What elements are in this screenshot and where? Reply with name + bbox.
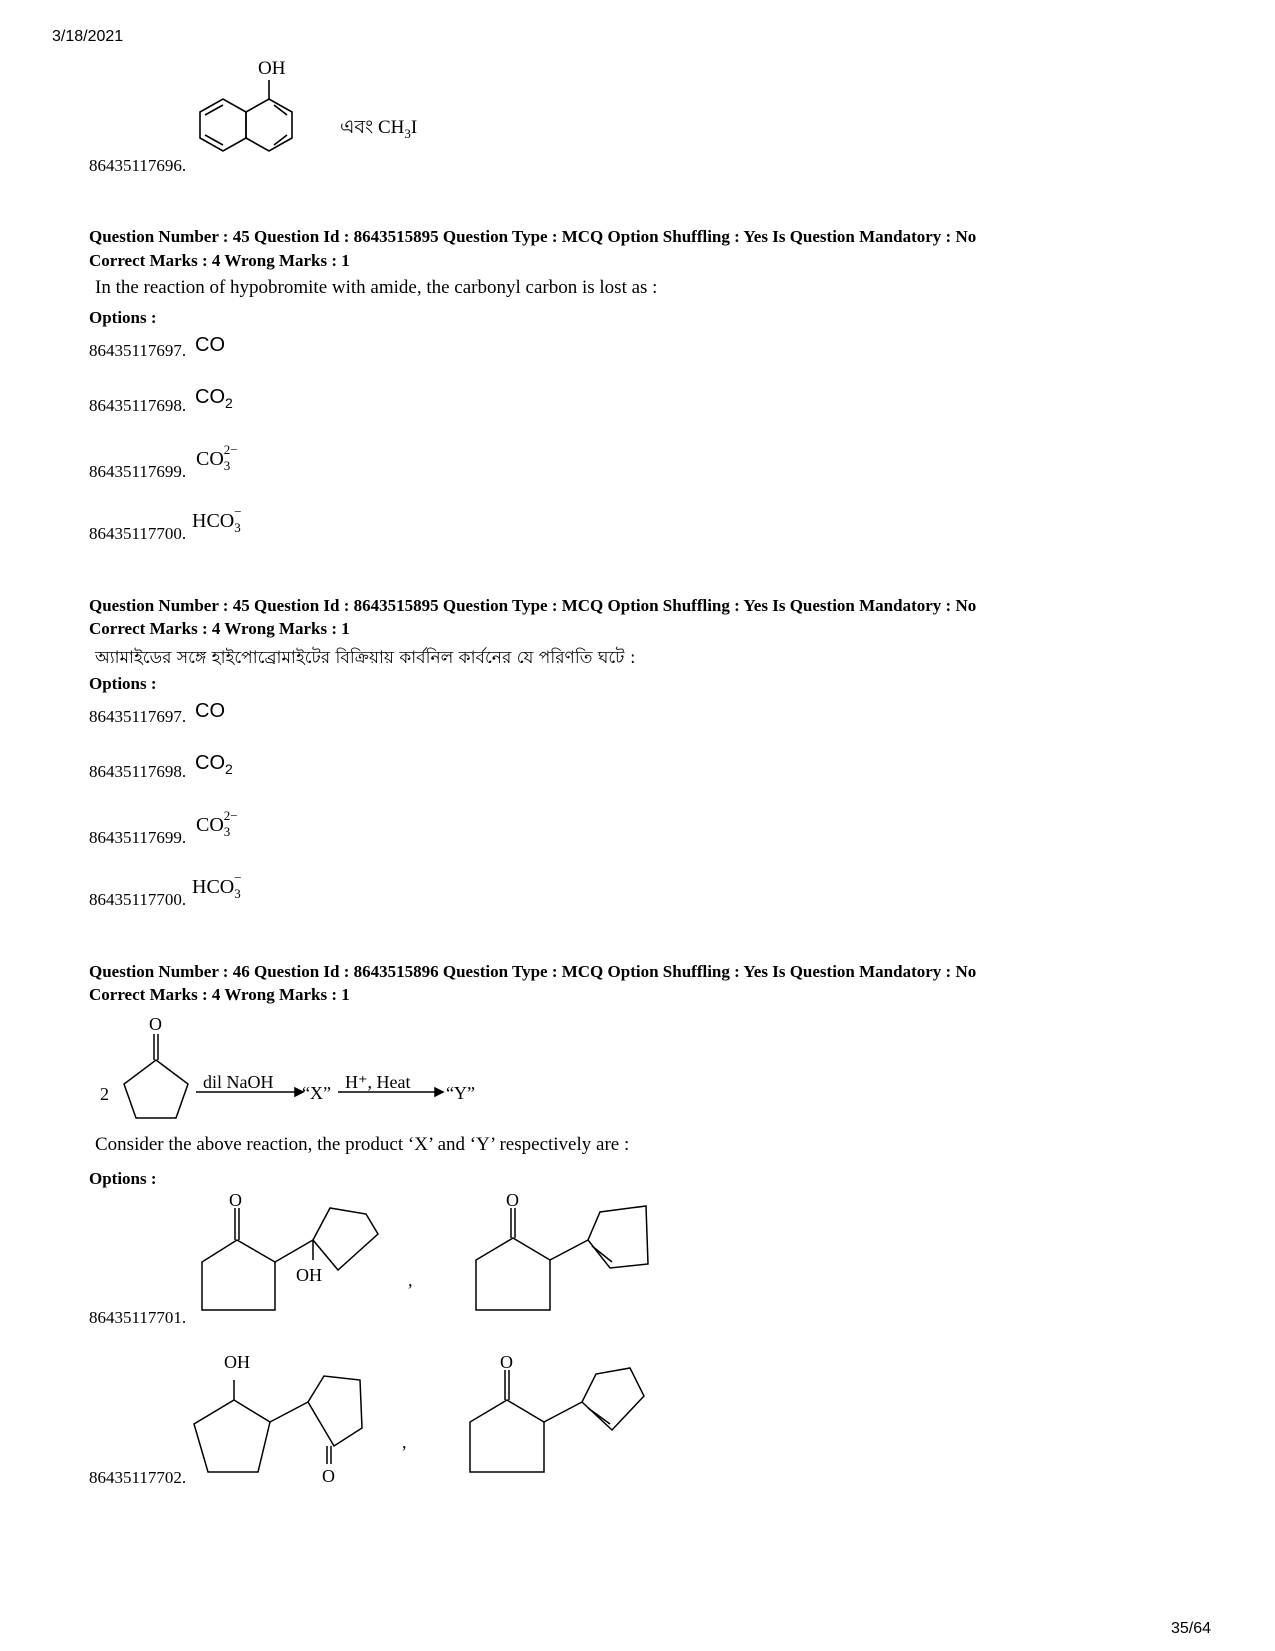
reaction-coefficient: 2 xyxy=(100,1084,109,1104)
question-marks: Correct Marks : 4 Wrong Marks : 1 xyxy=(89,619,350,638)
naphthol-oh-label: OH xyxy=(258,58,286,79)
question-text: Consider the above reaction, the product ‘X’ and ‘Y’ respectively are : xyxy=(95,1134,630,1155)
options-label: Options : xyxy=(89,308,157,327)
hydroxyl-label: OH xyxy=(224,1352,250,1372)
formula-text: CO xyxy=(195,700,225,722)
option-formula xyxy=(195,386,233,411)
separator-comma: , xyxy=(402,1432,407,1452)
reaction-scheme xyxy=(90,1010,510,1130)
cyclopentanol-ring xyxy=(194,1400,270,1472)
formula-superscript: 2− xyxy=(223,808,238,823)
option-id: 86435117699. xyxy=(89,462,187,481)
product-y: “Y” xyxy=(446,1083,475,1103)
option-id: 86435117700. xyxy=(89,890,187,909)
cyclohexanone-ring xyxy=(470,1400,544,1472)
question-marks: Correct Marks : 4 Wrong Marks : 1 xyxy=(89,985,350,1004)
cyclohexanone-ring xyxy=(476,1238,550,1310)
cyclohexanone-ring xyxy=(202,1240,275,1310)
formula-subscript: 3 xyxy=(234,520,241,535)
option-id: 86435117697. xyxy=(89,341,187,360)
print-date: 3/18/2021 xyxy=(52,28,124,45)
formula-subscript: 2 xyxy=(225,761,233,777)
formula-superscript: − xyxy=(234,504,242,519)
naphthol-reagent xyxy=(340,113,417,145)
option-formula xyxy=(192,870,248,901)
cyclopentanone-ring xyxy=(124,1060,188,1118)
cyclopentenyl-ring xyxy=(582,1368,644,1430)
question-header: Question Number : 46 Question Id : 8643515896 Question Type : MCQ Option Shuffling : Yes Is Question Mandatory : No xyxy=(89,962,977,981)
formula-superscript: 2− xyxy=(223,442,238,457)
oxygen-label: O xyxy=(500,1352,513,1372)
formula-text: CO xyxy=(195,334,225,356)
option-formula xyxy=(196,442,246,473)
option-id: 86435117698. xyxy=(89,396,187,415)
formula-text: CO xyxy=(196,814,224,836)
hydroxyl-label: OH xyxy=(296,1265,322,1285)
product-x: “X” xyxy=(302,1083,331,1103)
formula-subscript: 3 xyxy=(234,886,241,901)
page-number: 35/64 xyxy=(1170,1620,1211,1637)
question-marks: Correct Marks : 4 Wrong Marks : 1 xyxy=(89,251,350,270)
option-formula xyxy=(195,700,225,723)
cyclopentenyl-ring xyxy=(588,1206,648,1268)
question-text: অ্যামাইডের সঙ্গে হাইপোব্রোমাইটের বিক্রিয়ায় কার্বনিল কার্বনের যে পরিণতি ঘটে : xyxy=(95,648,636,668)
reagent-step-1: dil NaOH xyxy=(203,1072,274,1092)
formula-text: HCO xyxy=(192,510,235,532)
reagent-step-2: H⁺, Heat xyxy=(345,1072,411,1092)
option-formula xyxy=(195,334,225,357)
formula-text: HCO xyxy=(192,876,235,898)
and-word: এবং xyxy=(340,117,374,138)
carbonyl-o-label: O xyxy=(149,1014,162,1034)
formula-text: CO xyxy=(196,448,224,470)
oxygen-label: O xyxy=(506,1190,519,1210)
reagent-tail: I xyxy=(410,117,418,138)
naphthol-structure xyxy=(190,52,450,172)
reagent-formula: CH xyxy=(377,117,405,138)
formula-text: CO xyxy=(195,386,225,408)
option-id: 86435117702. xyxy=(89,1468,187,1487)
option-id: 86435117696. xyxy=(89,156,187,175)
option-id: 86435117700. xyxy=(89,524,187,543)
oxygen-label: O xyxy=(322,1466,335,1486)
option-formula xyxy=(192,504,248,535)
option-id: 86435117697. xyxy=(89,707,187,726)
option-formula xyxy=(195,752,233,777)
option-id: 86435117701. xyxy=(89,1308,187,1327)
options-label: Options : xyxy=(89,1169,157,1188)
question-header: Question Number : 45 Question Id : 8643515895 Question Type : MCQ Option Shuffling : Yes Is Question Mandatory : No xyxy=(89,227,977,246)
cyclopentyl-ring xyxy=(313,1208,378,1270)
question-header: Question Number : 45 Question Id : 8643515895 Question Type : MCQ Option Shuffling : Yes Is Question Mandatory : No xyxy=(89,596,977,615)
formula-subscript: 3 xyxy=(223,824,231,839)
option-structure-aldol-pair xyxy=(190,1188,670,1328)
option-structure-reduced-pair xyxy=(188,1350,668,1490)
oxygen-label: O xyxy=(229,1190,242,1210)
question-text: In the reaction of hypobromite with amide, the carbonyl carbon is lost as : xyxy=(95,277,658,298)
formula-subscript: 2 xyxy=(225,395,233,411)
formula-text: CO xyxy=(195,752,225,774)
options-label: Options : xyxy=(89,674,157,693)
formula-subscript: 3 xyxy=(223,458,231,473)
separator-comma: , xyxy=(408,1270,413,1290)
option-id: 86435117699. xyxy=(89,828,187,847)
reagent-subscript: 3 xyxy=(404,125,411,141)
cyclopentanone-ring xyxy=(308,1376,362,1446)
formula-superscript: − xyxy=(234,870,242,885)
option-formula xyxy=(196,808,246,839)
option-id: 86435117698. xyxy=(89,762,187,781)
